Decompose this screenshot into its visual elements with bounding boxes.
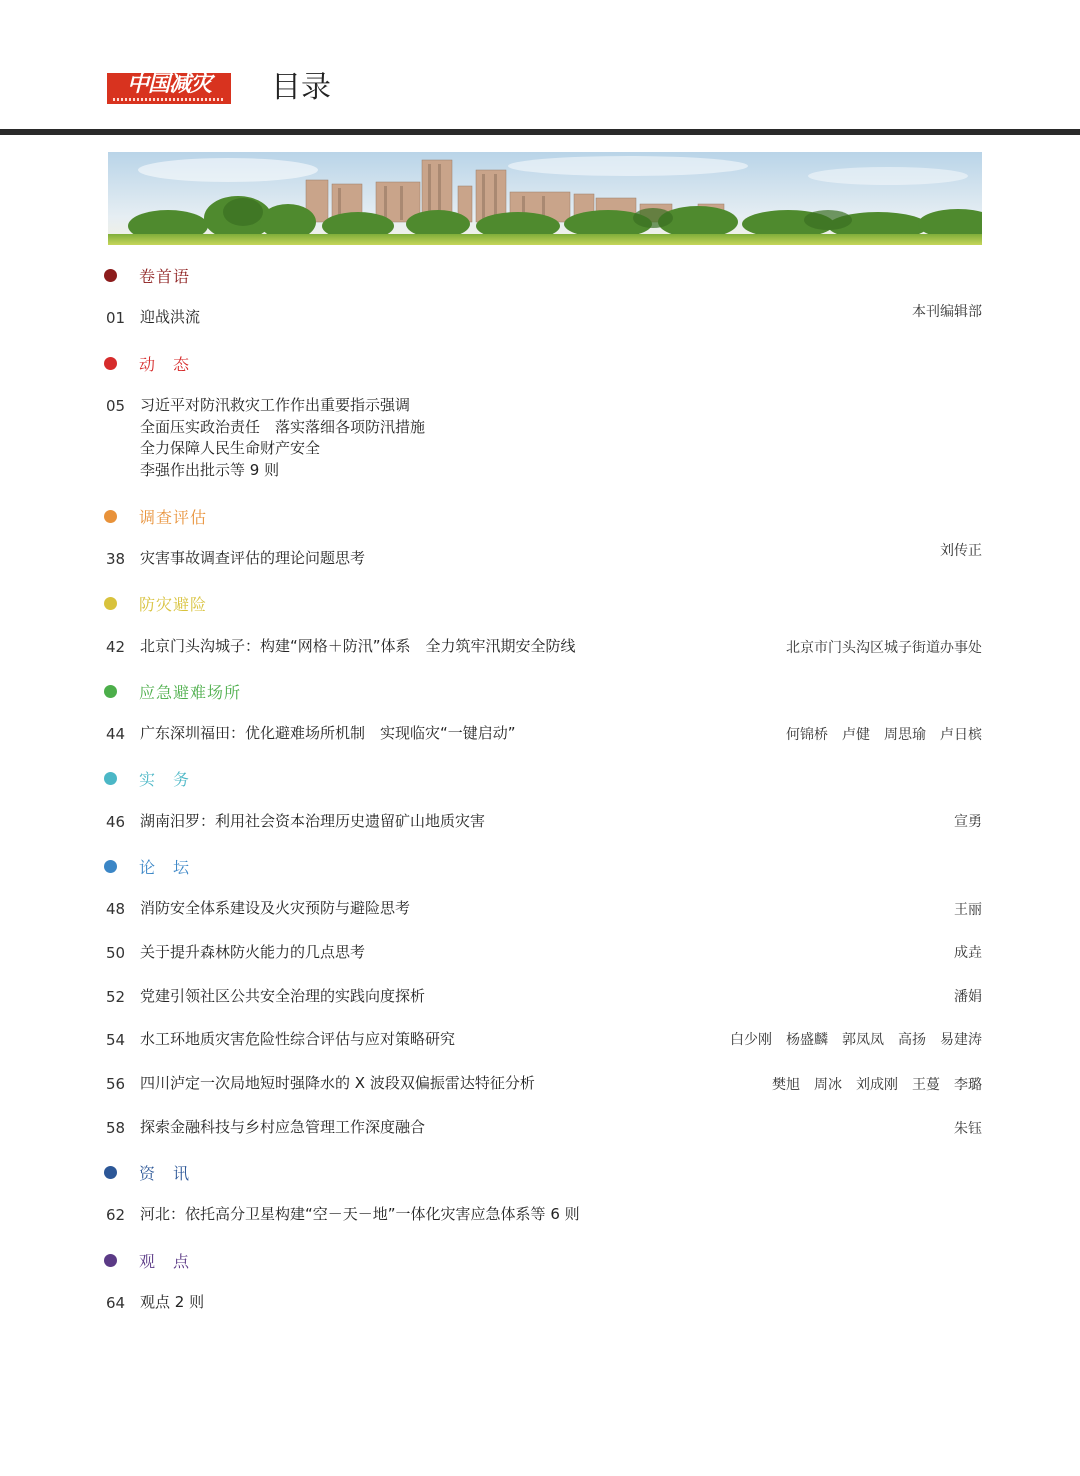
cityscape-banner-image [108, 152, 982, 245]
page-title: 目录 [271, 70, 331, 105]
section-bullet-icon [104, 597, 117, 610]
entry-title: 灾害事故调查评估的理论问题思考 [140, 549, 366, 567]
entry-title: 广东深圳福田：优化避难场所机制 实现临灾“一键启动” [140, 724, 516, 742]
section-heading[interactable] [104, 1248, 190, 1272]
section-label: 防灾避险 [139, 594, 208, 614]
entry-author: 樊旭 周冰 刘成刚 王蔓 李璐 [772, 1077, 982, 1093]
logo-text: 中国减灾 [126, 73, 211, 97]
entry-author: 宣勇 [954, 814, 982, 830]
entry-title: 观点 2 则 [140, 1293, 205, 1311]
entry-title: 关于提升森林防火能力的几点思考 [140, 943, 366, 961]
entry-page-number: 52 [106, 988, 126, 1006]
section-heading[interactable] [104, 504, 207, 528]
section-label: 论 坛 [139, 857, 191, 877]
section-label: 资 讯 [139, 1163, 191, 1183]
magazine-logo [107, 73, 231, 104]
entry-author: 王丽 [954, 902, 982, 918]
entry-title: 水工环地质灾害危险性综合评估与应对策略研究 [140, 1030, 456, 1048]
entry-title: 迎战洪流 [140, 308, 201, 326]
entry-page-number: 38 [106, 550, 126, 568]
entry-page-number: 56 [106, 1075, 126, 1093]
entry-page-number: 05 [106, 397, 126, 415]
entry-author: 刘传正 [940, 543, 982, 559]
section-bullet-icon [104, 1254, 117, 1267]
entry-title: 消防安全体系建设及火灾预防与避险思考 [140, 899, 411, 917]
logo-subtitle-stripe [113, 98, 225, 101]
entry-page-number: 54 [106, 1031, 126, 1049]
section-bullet-icon [104, 685, 117, 698]
section-label: 应急避难场所 [139, 682, 242, 702]
entry-author: 本刊编辑部 [912, 304, 982, 320]
section-bullet-icon [104, 269, 117, 282]
section-bullet-icon [104, 510, 117, 523]
entry-page-number: 48 [106, 900, 126, 918]
section-heading[interactable] [104, 679, 241, 703]
entry-page-number: 50 [106, 944, 126, 962]
section-label: 动 态 [139, 354, 191, 374]
section-heading[interactable] [104, 766, 190, 790]
entry-title: 湖南汨罗：利用社会资本治理历史遗留矿山地质灾害 [140, 812, 486, 830]
entry-page-number: 58 [106, 1119, 126, 1137]
entry-title: 北京门头沟城子：构建“网格＋防汛”体系 全力筑牢汛期安全防线 [140, 637, 576, 655]
section-bullet-icon [104, 357, 117, 370]
section-heading[interactable] [104, 854, 190, 878]
section-heading[interactable] [104, 591, 207, 615]
header-rule [0, 129, 1080, 135]
section-heading[interactable] [104, 1160, 190, 1184]
section-label: 实 务 [139, 769, 191, 789]
entry-title: 习近平对防汛救灾工作作出重要指示强调 全面压实政治责任 落实落细各项防汛措施 全力保障人民生命财产安全 李强作出批示等 9 则 [140, 396, 426, 479]
entry-title: 四川泸定一次局地短时强降水的 X 波段双偏振雷达特征分析 [140, 1074, 535, 1092]
entry-author: 白少刚 杨盛麟 郭凤凤 高扬 易建涛 [730, 1032, 982, 1048]
entry-title: 河北：依托高分卫星构建“空－天－地”一体化灾害应急体系等 6 则 [140, 1205, 580, 1223]
section-heading[interactable] [104, 351, 190, 375]
section-label: 观 点 [139, 1251, 191, 1271]
section-label: 调查评估 [139, 507, 208, 527]
entry-author: 何锦桥 卢健 周思瑜 卢日槟 [786, 727, 982, 743]
entry-author: 朱钰 [954, 1121, 982, 1137]
section-label: 卷首语 [139, 266, 191, 286]
entry-page-number: 46 [106, 813, 126, 831]
entry-page-number: 64 [106, 1294, 126, 1312]
entry-author: 潘娟 [954, 989, 982, 1005]
section-bullet-icon [104, 1166, 117, 1179]
entry-page-number: 62 [106, 1206, 126, 1224]
entry-title: 党建引领社区公共安全治理的实践向度探析 [140, 987, 426, 1005]
section-bullet-icon [104, 860, 117, 873]
entry-page-number: 44 [106, 725, 126, 743]
entry-author: 成垚 [954, 945, 982, 961]
entry-author: 北京市门头沟区城子街道办事处 [786, 640, 982, 656]
section-heading[interactable] [104, 263, 190, 287]
section-bullet-icon [104, 772, 117, 785]
entry-page-number: 01 [106, 309, 126, 327]
entry-page-number: 42 [106, 638, 126, 656]
entry-title: 探索金融科技与乡村应急管理工作深度融合 [140, 1118, 426, 1136]
